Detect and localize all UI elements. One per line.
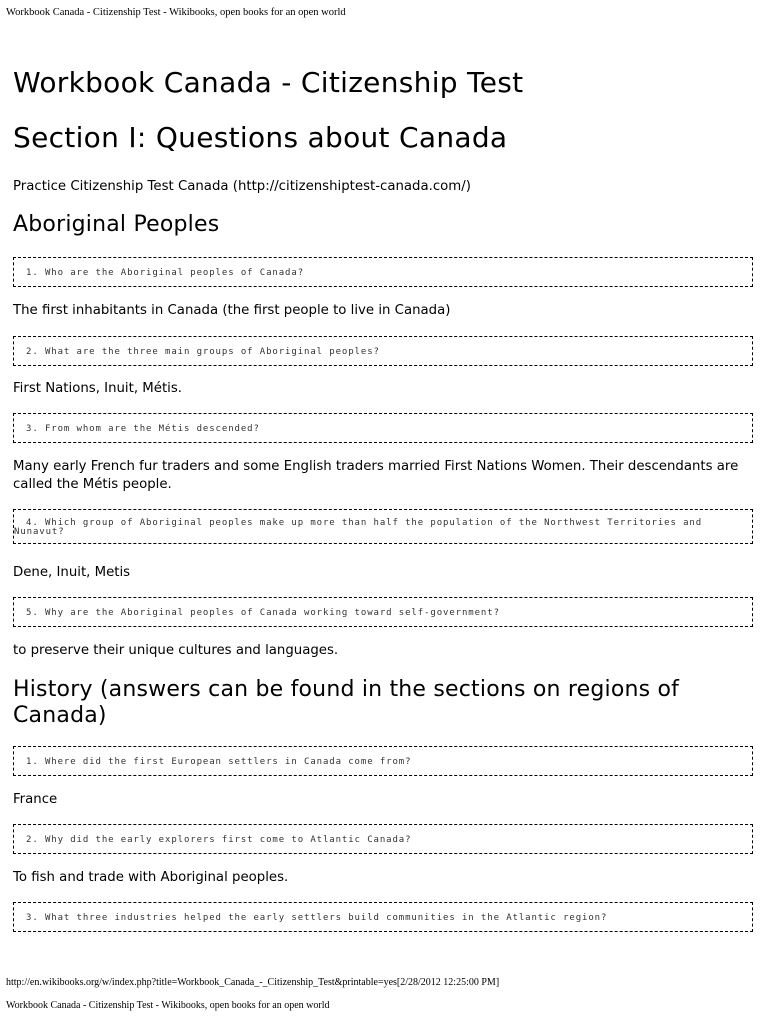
question-box	[13, 257, 753, 287]
question-box	[13, 336, 753, 366]
question-box	[13, 902, 753, 932]
browser-header: Workbook Canada - Citizenship Test - Wikibooks, open books for an open world	[6, 7, 346, 18]
question-text: 4. Which group of Aboriginal peoples make up more than half the population of the Northwest Territories and Nunavut?	[14, 518, 703, 537]
footer-title: Workbook Canada - Citizenship Test - Wikibooks, open books for an open world	[6, 1000, 330, 1011]
section-title: Section I: Questions about Canada	[13, 121, 508, 154]
practice-link[interactable]: Practice Citizenship Test Canada (http://citizenshiptest-canada.com/)	[13, 179, 471, 194]
answer-text: France	[13, 792, 58, 807]
question-box	[13, 413, 753, 443]
question-text: 2. Why did the early explorers first come to Atlantic Canada?	[26, 835, 412, 845]
answer-text: Dene, Inuit, Metis	[13, 565, 131, 580]
question-text: 5. Why are the Aboriginal peoples of Canada working toward self-government?	[26, 608, 500, 618]
footer-url[interactable]: http://en.wikibooks.org/w/index.php?title=Workbook_Canada_-_Citizenship_Test&printable=yes[2/28/2012 12:25:00 PM]	[6, 977, 500, 988]
aboriginal-peoples-heading: Aboriginal Peoples	[13, 212, 220, 237]
question-box	[13, 597, 753, 627]
question-text: 1. Where did the first European settlers in Canada come from?	[26, 757, 412, 767]
answer-text: The first inhabitants in Canada (the first people to live in Canada)	[13, 303, 451, 318]
page-title: Workbook Canada - Citizenship Test	[13, 66, 524, 99]
question-box	[13, 746, 753, 776]
answer-text: Many early French fur traders and some English traders married First Nations Women. Their descendants are called the Métis people.	[13, 459, 739, 492]
question-text: 3. From whom are the Métis descended?	[26, 424, 260, 434]
question-box	[13, 824, 753, 854]
question-box	[13, 509, 753, 544]
answer-text: To fish and trade with Aboriginal peoples.	[13, 870, 289, 885]
question-text: 2. What are the three main groups of Aboriginal peoples?	[26, 347, 380, 357]
history-heading: History (answers can be found in the sections on regions of Canada)	[13, 677, 680, 728]
answer-text: First Nations, Inuit, Métis.	[13, 381, 183, 396]
answer-text: to preserve their unique cultures and languages.	[13, 643, 339, 658]
question-text: 1. Who are the Aboriginal peoples of Canada?	[26, 268, 305, 278]
question-text: 3. What three industries helped the early settlers build communities in the Atlantic region?	[26, 913, 608, 923]
